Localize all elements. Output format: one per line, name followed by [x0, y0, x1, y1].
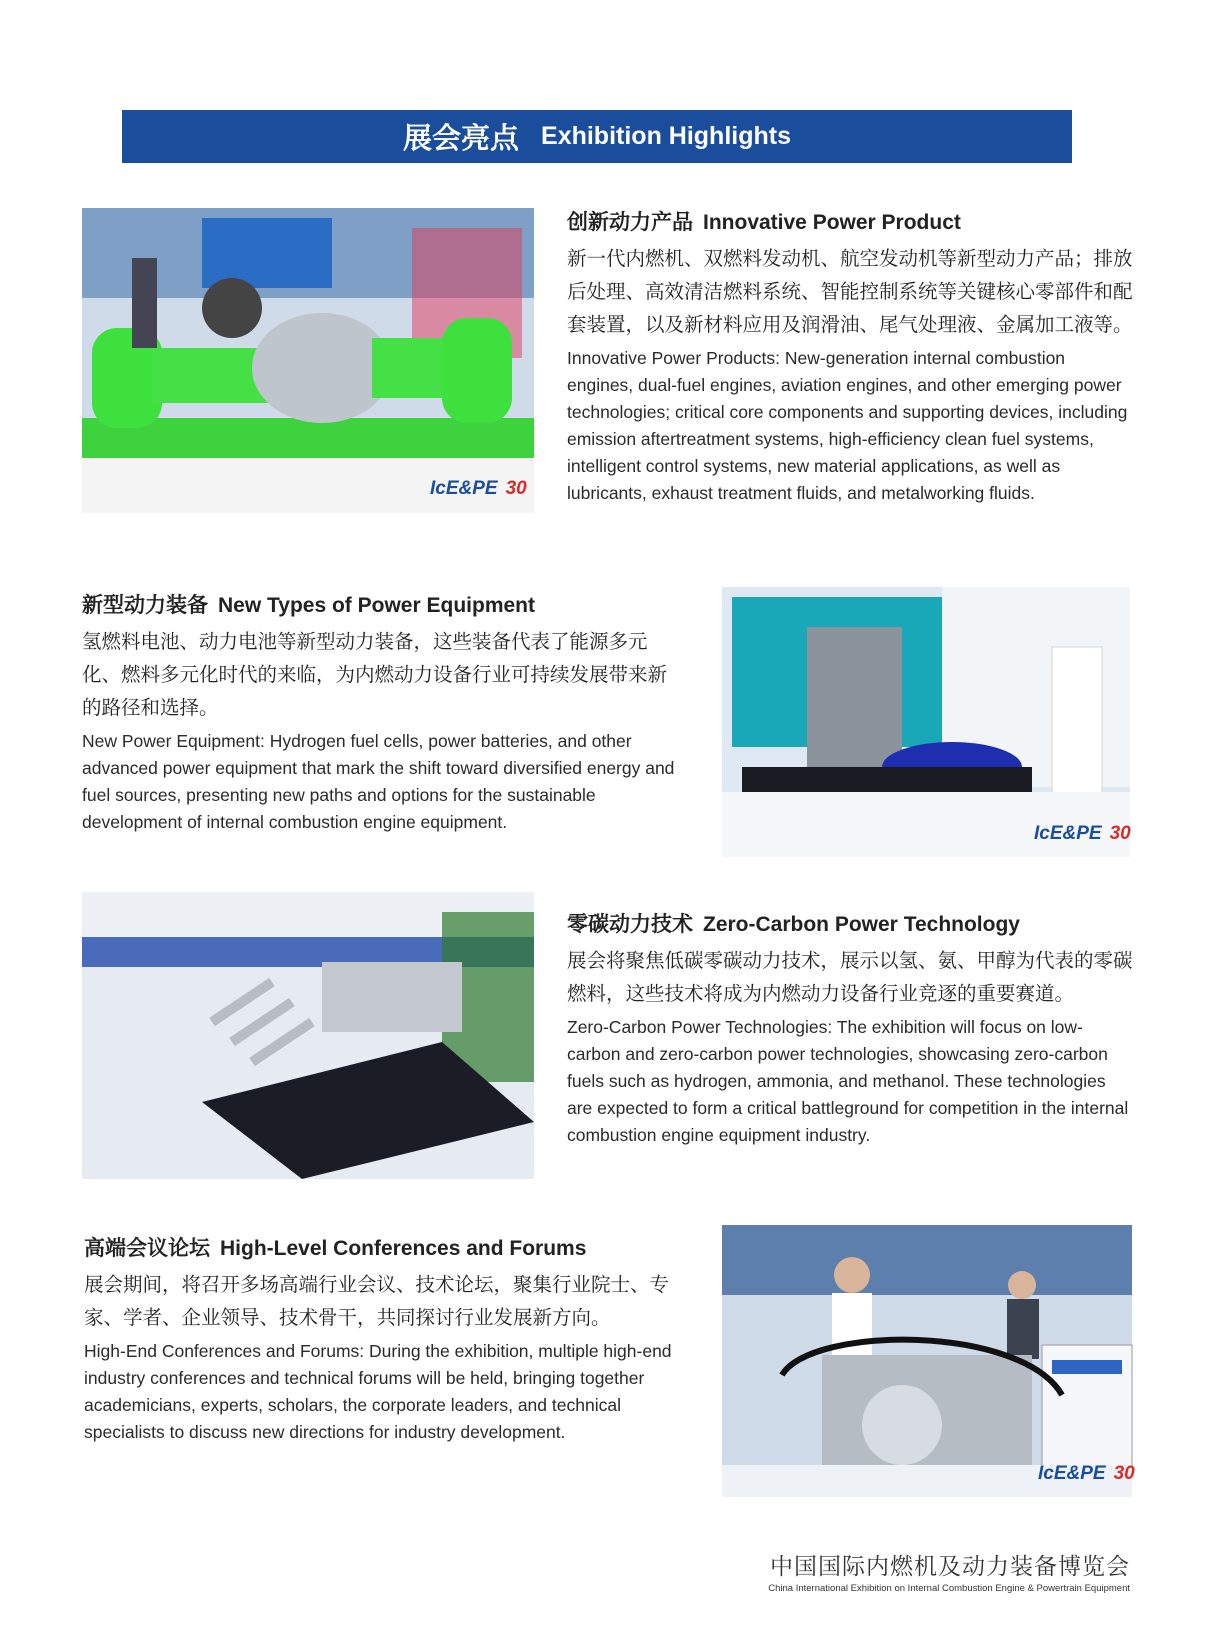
section-title: 高端会议论坛 High-Level Conferences and Forums	[84, 1236, 587, 1260]
photo-hydrogen-engine	[722, 587, 1130, 857]
section-new-power-equipment	[82, 589, 682, 836]
section-innovative-power	[567, 206, 1135, 507]
banner-title-zh: 展会亮点	[403, 121, 520, 155]
footer-organizer	[690, 1548, 1130, 1594]
brand-watermark: IcE&PE 30	[430, 478, 527, 499]
section-body-en: New Power Equipment: Hydrogen fuel cells, power batteries, and other advanced power equipment that mark the shift toward diversified energy and fuel sources, presenting new paths and options for the sustainable development of internal combustion engine equipment.	[82, 731, 675, 832]
banner-title-en: Exhibition Highlights	[541, 122, 791, 150]
section-body-zh: 展会期间，将召开多场高端行业会议、技术论坛，聚集行业院士、专家、学者、企业领导、技术骨干，共同探讨行业发展新方向。	[84, 1273, 670, 1329]
section-banner	[122, 110, 1072, 163]
section-body-zh: 展会将聚焦低碳零碳动力技术，展示以氢、氨、甲醇为代表的零碳燃料，这些技术将成为内燃动力设备行业竞逐的重要赛道。	[567, 949, 1133, 1005]
section-conferences	[84, 1232, 674, 1446]
section-zero-carbon	[567, 908, 1135, 1149]
section-title: 零碳动力技术 Zero-Carbon Power Technology	[567, 912, 1020, 936]
section-body-zh: 新一代内燃机、双燃料发动机、航空发动机等新型动力产品；排放后处理、高效清洁燃料系统、智能控制系统等关键核心零部件和配套装置，以及新材料应用及润滑油、尾气处理液、金属加工液等。	[567, 247, 1133, 336]
section-body-en: Innovative Power Products: New-generation internal combustion engines, dual-fuel engines, aviation engines, and other emerging power technologies; critical core components and supporting devices, including emission aftertreatment systems, high-efficiency clean fuel systems, intelligent control systems, new material applications, as well as lubricants, exhaust treatment fluids, and metalworking fluids.	[567, 348, 1128, 503]
photo-engine-booth	[722, 1225, 1135, 1497]
section-title: 创新动力产品 Innovative Power Product	[567, 210, 961, 234]
section-title: 新型动力装备 New Types of Power Equipment	[82, 593, 535, 617]
footer-title-zh: 中国国际内燃机及动力装备博览会	[770, 1554, 1130, 1580]
brand-watermark: IcE&PE 30	[1038, 1463, 1135, 1484]
footer-title-en: China International Exhibition on Internal Combustion Engine & Powertrain Equipment	[768, 1583, 1130, 1594]
section-body-zh: 氢燃料电池、动力电池等新型动力装备，这些装备代表了能源多元化、燃料多元化时代的来临，为内燃动力设备行业可持续发展带来新的路径和选择。	[82, 630, 668, 719]
photo-green-axle	[82, 208, 534, 513]
section-body-en: Zero-Carbon Power Technologies: The exhibition will focus on low-carbon and zero-carbon power technologies, showcasing zero-carbon fuels such as hydrogen, ammonia, and methanol. These technologies are expected to form a critical battleground for competition in the internal combustion engine equipment industry.	[567, 1017, 1129, 1145]
photo-fuel-injectors	[82, 892, 534, 1179]
brand-watermark: IcE&PE 30	[1034, 823, 1131, 844]
section-body-en: High-End Conferences and Forums: During the exhibition, multiple high-end industry conferences and technical forums will be held, bringing together academicians, experts, scholars, the corporate leaders, and technical specialists to discuss new directions for industry development.	[84, 1341, 672, 1442]
